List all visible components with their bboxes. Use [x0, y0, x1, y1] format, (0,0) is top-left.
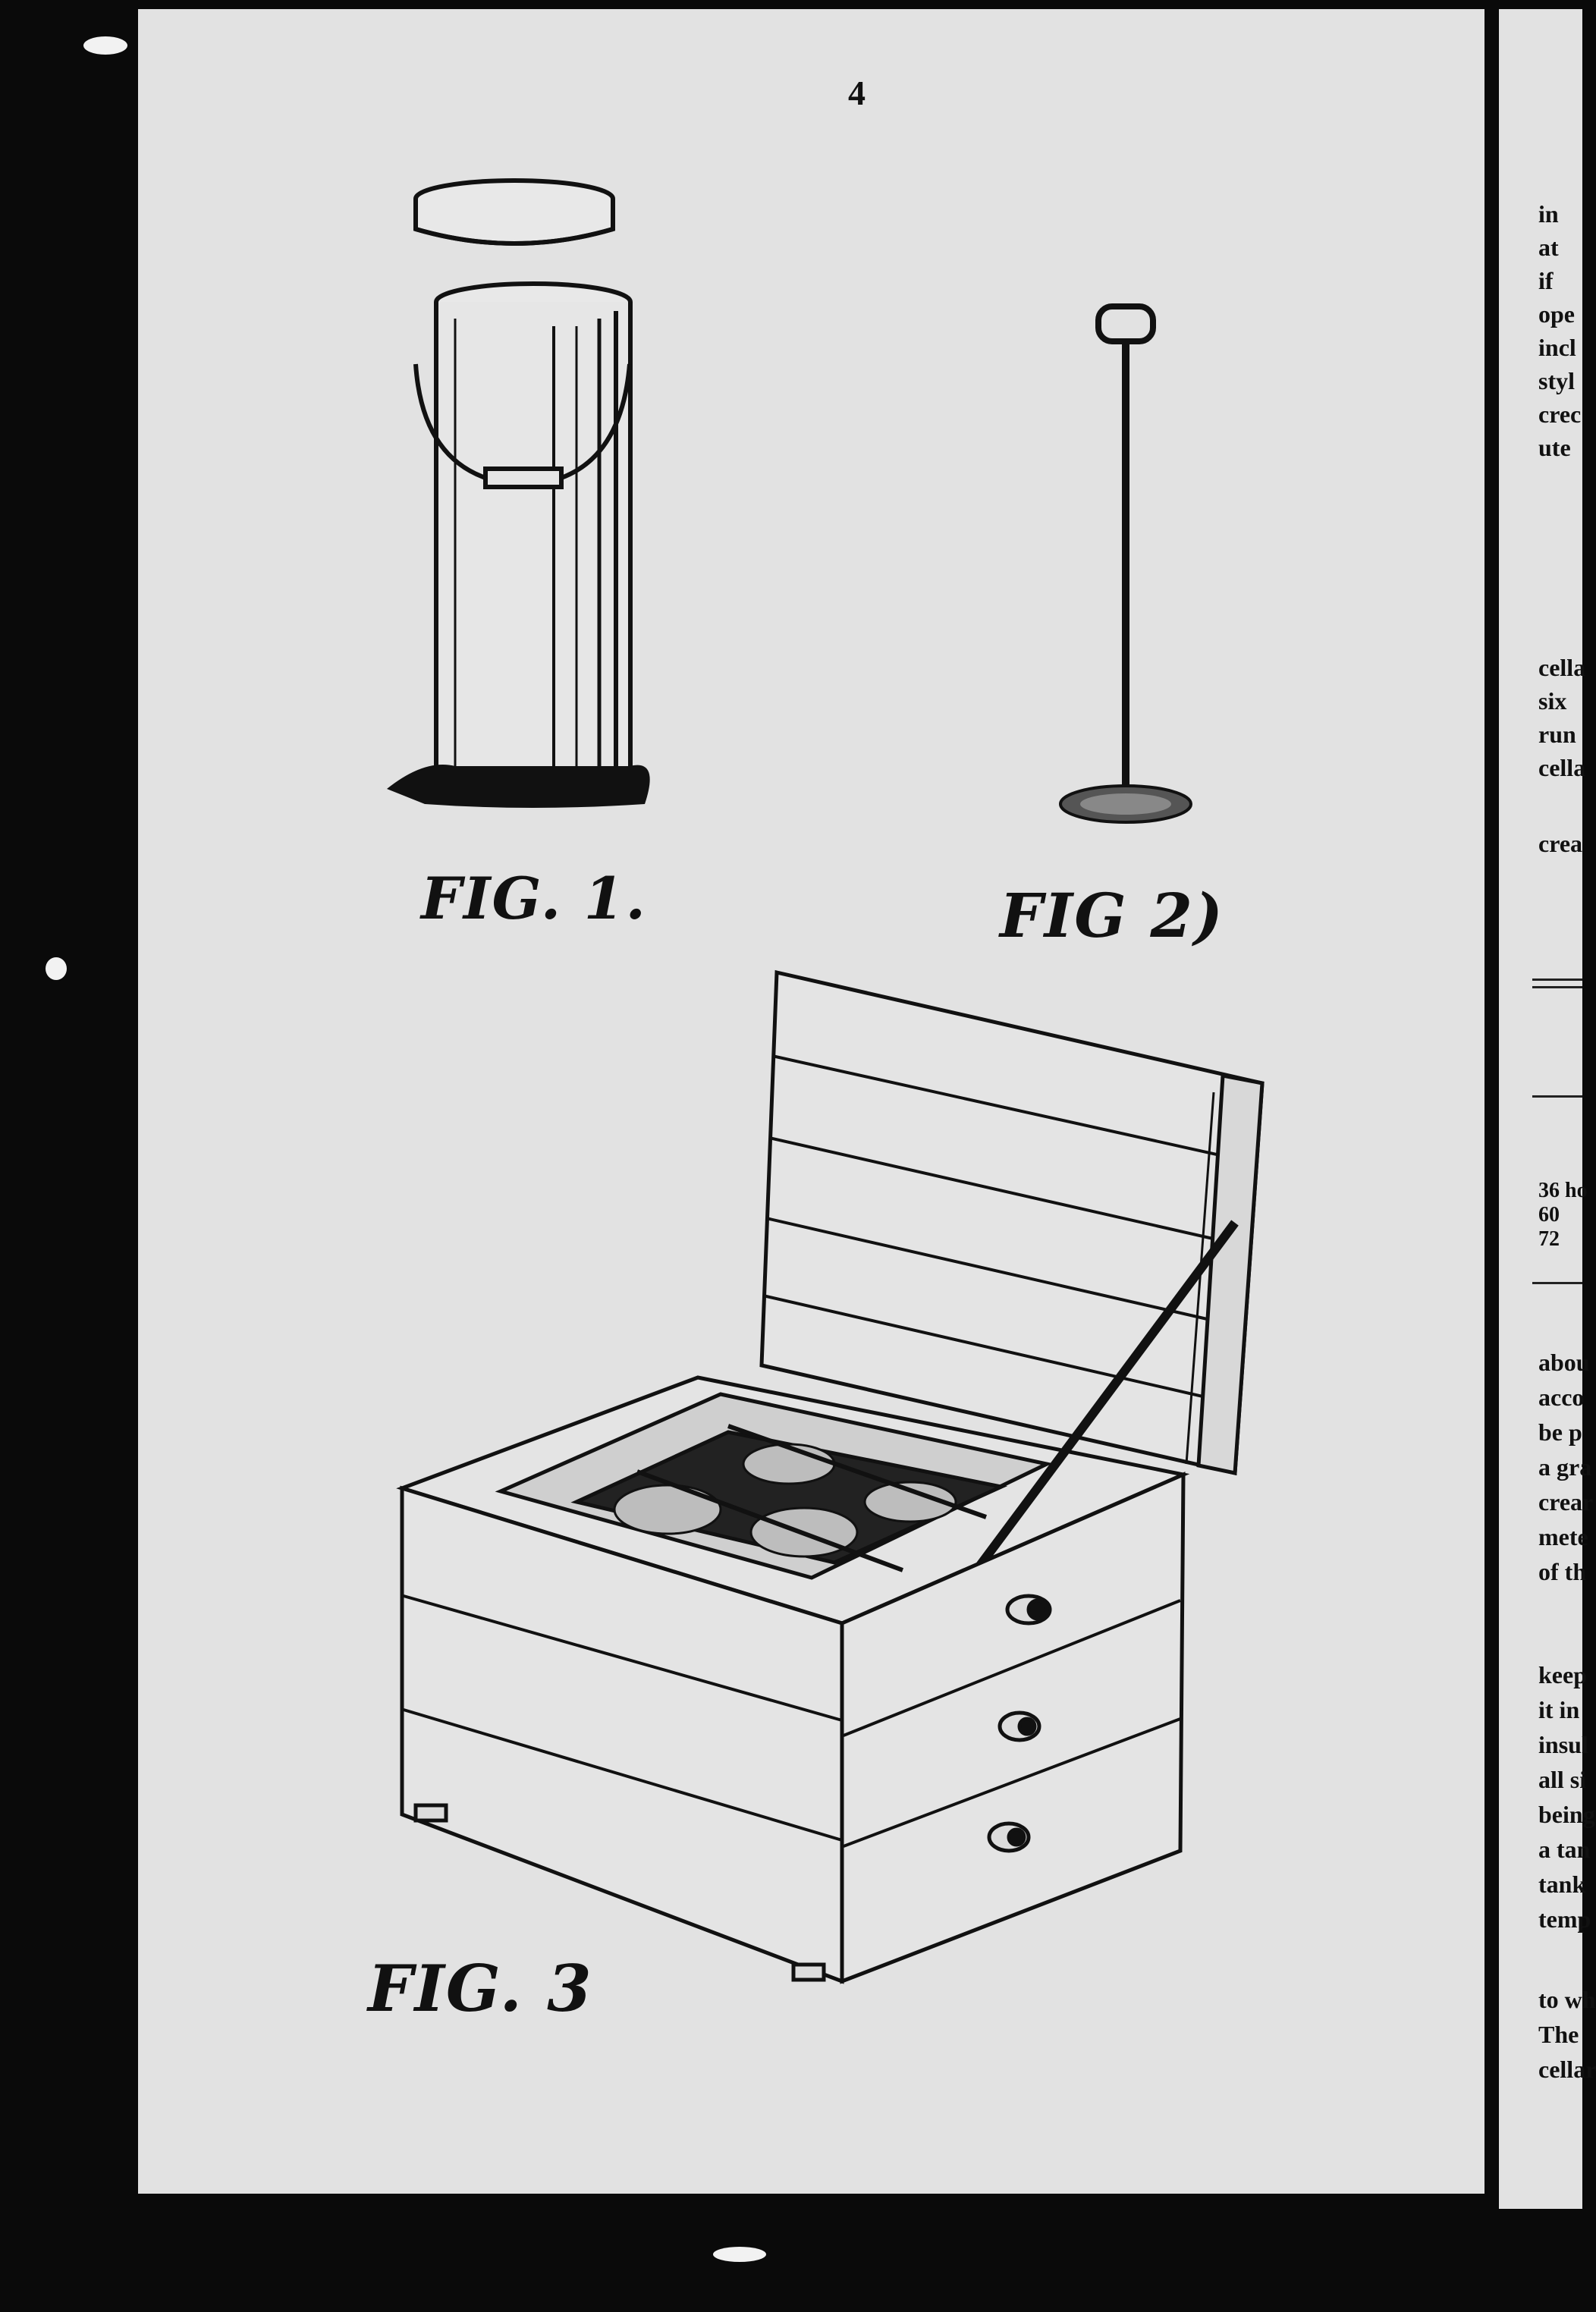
- right-text-line: a tan: [1538, 1836, 1591, 1863]
- divider-rule: [1532, 1095, 1582, 1098]
- skimmer-plunger-icon: [1060, 306, 1191, 822]
- fig-2-caption: FIG 2): [1000, 880, 1224, 951]
- dust-speck: [83, 36, 127, 55]
- table-cell: 60: [1538, 1203, 1560, 1227]
- right-text-line: of th: [1538, 1558, 1587, 1585]
- table-cell: 36 ho: [1538, 1179, 1588, 1202]
- divider-rule: [1532, 1282, 1582, 1284]
- right-text-line: crea: [1538, 830, 1583, 857]
- right-text-line: if: [1538, 267, 1554, 294]
- fig-3-caption: FIG. 3: [368, 1951, 593, 2026]
- right-text-line: The: [1538, 2021, 1579, 2048]
- divider-rule: [1532, 986, 1582, 988]
- page-number: 4: [848, 74, 866, 112]
- creamer-box-icon: [402, 972, 1262, 1981]
- right-text-line: cellar: [1538, 2056, 1596, 2083]
- right-text-line: be p: [1538, 1418, 1582, 1446]
- right-text-line: ute: [1538, 434, 1571, 461]
- right-text-line: mete: [1538, 1523, 1588, 1550]
- fig-1-caption: FIG. 1.: [421, 865, 647, 932]
- right-text-line: at: [1538, 234, 1559, 261]
- right-text-line: tank: [1538, 1871, 1586, 1898]
- right-text-line: in: [1538, 200, 1559, 228]
- right-text-line: crec: [1538, 401, 1582, 428]
- table-cell: 72: [1538, 1227, 1560, 1251]
- right-text-line: styl: [1538, 367, 1575, 394]
- dust-speck: [713, 2247, 766, 2262]
- right-text-line: incl: [1538, 334, 1576, 361]
- right-text-line: insul: [1538, 1731, 1588, 1758]
- right-text-line: run: [1538, 721, 1576, 748]
- right-text-line: six: [1538, 687, 1567, 715]
- right-text-line: temp: [1538, 1905, 1591, 1933]
- right-text-line: to wh: [1538, 1986, 1596, 2013]
- right-text-line: acco: [1538, 1384, 1585, 1411]
- cream-can-with-lid-icon: [387, 181, 650, 808]
- divider-rule: [1532, 979, 1582, 981]
- right-text-line: crear: [1538, 1488, 1594, 1516]
- right-text-line: a gra: [1538, 1453, 1592, 1481]
- right-text-line: all si: [1538, 1766, 1587, 1793]
- right-text-line: abou: [1538, 1349, 1590, 1376]
- right-text-line: cella: [1538, 654, 1586, 681]
- right-text-line: cella: [1538, 754, 1586, 781]
- right-text-line: it in: [1538, 1696, 1580, 1723]
- right-text-line: ope: [1538, 300, 1575, 328]
- right-text-line: being: [1538, 1801, 1595, 1828]
- dust-speck: [46, 957, 67, 980]
- right-text-line: keep: [1538, 1661, 1587, 1688]
